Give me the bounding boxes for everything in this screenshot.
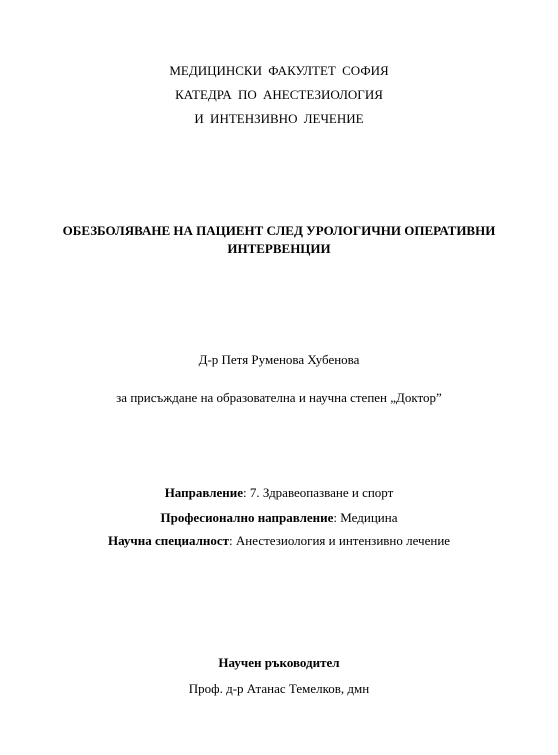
specialty-label: Научна специалност bbox=[107, 533, 230, 548]
field-label: Направление bbox=[164, 485, 244, 500]
professional-field-label: Професионално направление bbox=[160, 510, 334, 525]
institution-line-department-cont: И ИНТЕНЗИВНО ЛЕЧЕНИЕ bbox=[194, 111, 364, 126]
degree-statement: за присъждане на образователна и научна степен „Доктор” bbox=[116, 390, 442, 405]
thesis-title-line-1: ОБЕЗБОЛЯВАНЕ НА ПАЦИЕНТ СЛЕД УРОЛОГИЧНИ ОПЕРАТИВНИ bbox=[62, 223, 496, 238]
thesis-title bbox=[40, 222, 518, 258]
thesis-title-line-2: ИНТЕРВЕНЦИИ bbox=[227, 241, 331, 256]
institution-line-faculty: МЕДИЦИНСКИ ФАКУЛТЕТ СОФИЯ bbox=[169, 63, 389, 78]
specialty-value: : Анестезиология и интензивно лечение bbox=[229, 533, 451, 548]
professional-field-value: : Медицина bbox=[333, 510, 398, 525]
field-line bbox=[0, 485, 558, 501]
supervisor-label: Научен ръководител bbox=[218, 655, 340, 670]
institution-line-department: КАТЕДРА ПО АНЕСТЕЗИОЛОГИЯ bbox=[175, 87, 383, 102]
author-name: Д-р Петя Руменова Хубенова bbox=[198, 352, 360, 367]
field-value: : 7. Здравеопазване и спорт bbox=[243, 485, 394, 500]
supervisor-name: Проф. д-р Атанас Темелков, дмн bbox=[188, 681, 370, 696]
professional-field-line bbox=[0, 510, 558, 526]
specialty-line bbox=[0, 533, 558, 549]
